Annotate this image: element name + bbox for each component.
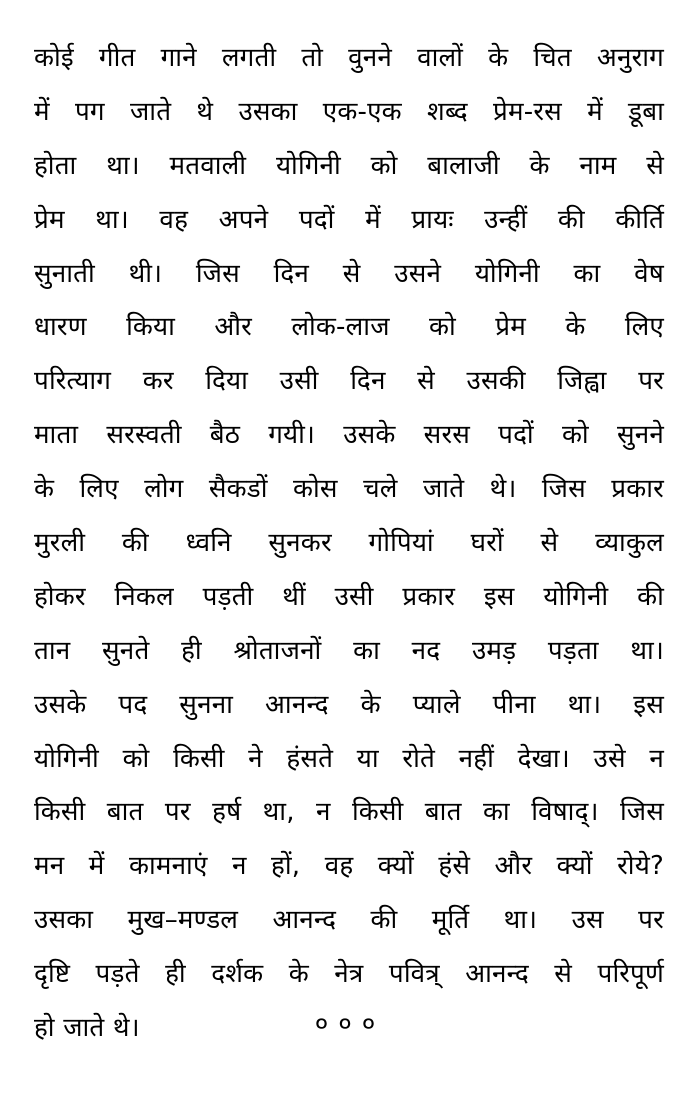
text-line: मन में कामनाएं न हों, वह क्यों हंसे और क्यों रोये?: [34, 851, 664, 882]
text-line: परित्याग कर दिया उसी दिन से उसकी जिह्वा पर: [34, 366, 664, 397]
text-line-last: हो जाते थे।: [34, 1013, 140, 1044]
text-line: के लिए लोग सैकडों कोस चले जाते थे। जिस प्रकार: [34, 474, 664, 505]
text-line: होकर निकल पड़ती थीं उसी प्रकार इस योगिनी की: [34, 581, 664, 612]
text-line: उसका मुख–मण्डल आनन्द की मूर्ति था। उस पर: [34, 905, 664, 936]
text-line: किसी बात पर हर्ष था, न किसी बात का विषाद्। जिस: [34, 797, 664, 828]
text-line: में पग जाते थे उसका एक-एक शब्द प्रेम-रस में डूबा: [34, 96, 664, 127]
text-line: योगिनी को किसी ने हंसते या रोते नहीं देखा। उसे न: [34, 743, 664, 774]
text-line: कोई गीत गाने लगती तो वुनने वालों के चित अनुराग: [34, 43, 664, 73]
body-paragraph: [34, 32, 664, 1056]
text-line: धारण किया और लोक-लाज को प्रेम के लिए: [34, 312, 664, 343]
text-line: प्रेम था। वह अपने पदों में प्रायः उन्हीं की कीर्ति: [34, 204, 664, 235]
text-line: दृष्टि पड़ते ही दर्शक के नेत्र पवित्र् आनन्द से परिपूर्ण: [34, 959, 664, 990]
text-line: तान सुनते ही श्रोताजनों का नद उमड़ पड़ता था।: [34, 635, 664, 666]
text-line: माता सरस्वती बैठ गयी। उसके सरस पदों को सुनने: [34, 420, 664, 451]
text-line: उसके पद सुनना आनन्द के प्याले पीना था। इस: [34, 689, 664, 720]
text-line: मुरली की ध्वनि सुनकर गोपियां घरों से व्याकुल: [34, 528, 664, 559]
section-end-mark: ०००: [314, 1009, 386, 1039]
text-line: होता था। मतवाली योगिनी को बालाजी के नाम से: [34, 150, 664, 181]
text-line: सुनाती थी। जिस दिन से उसने योगिनी का वेष: [34, 258, 664, 289]
